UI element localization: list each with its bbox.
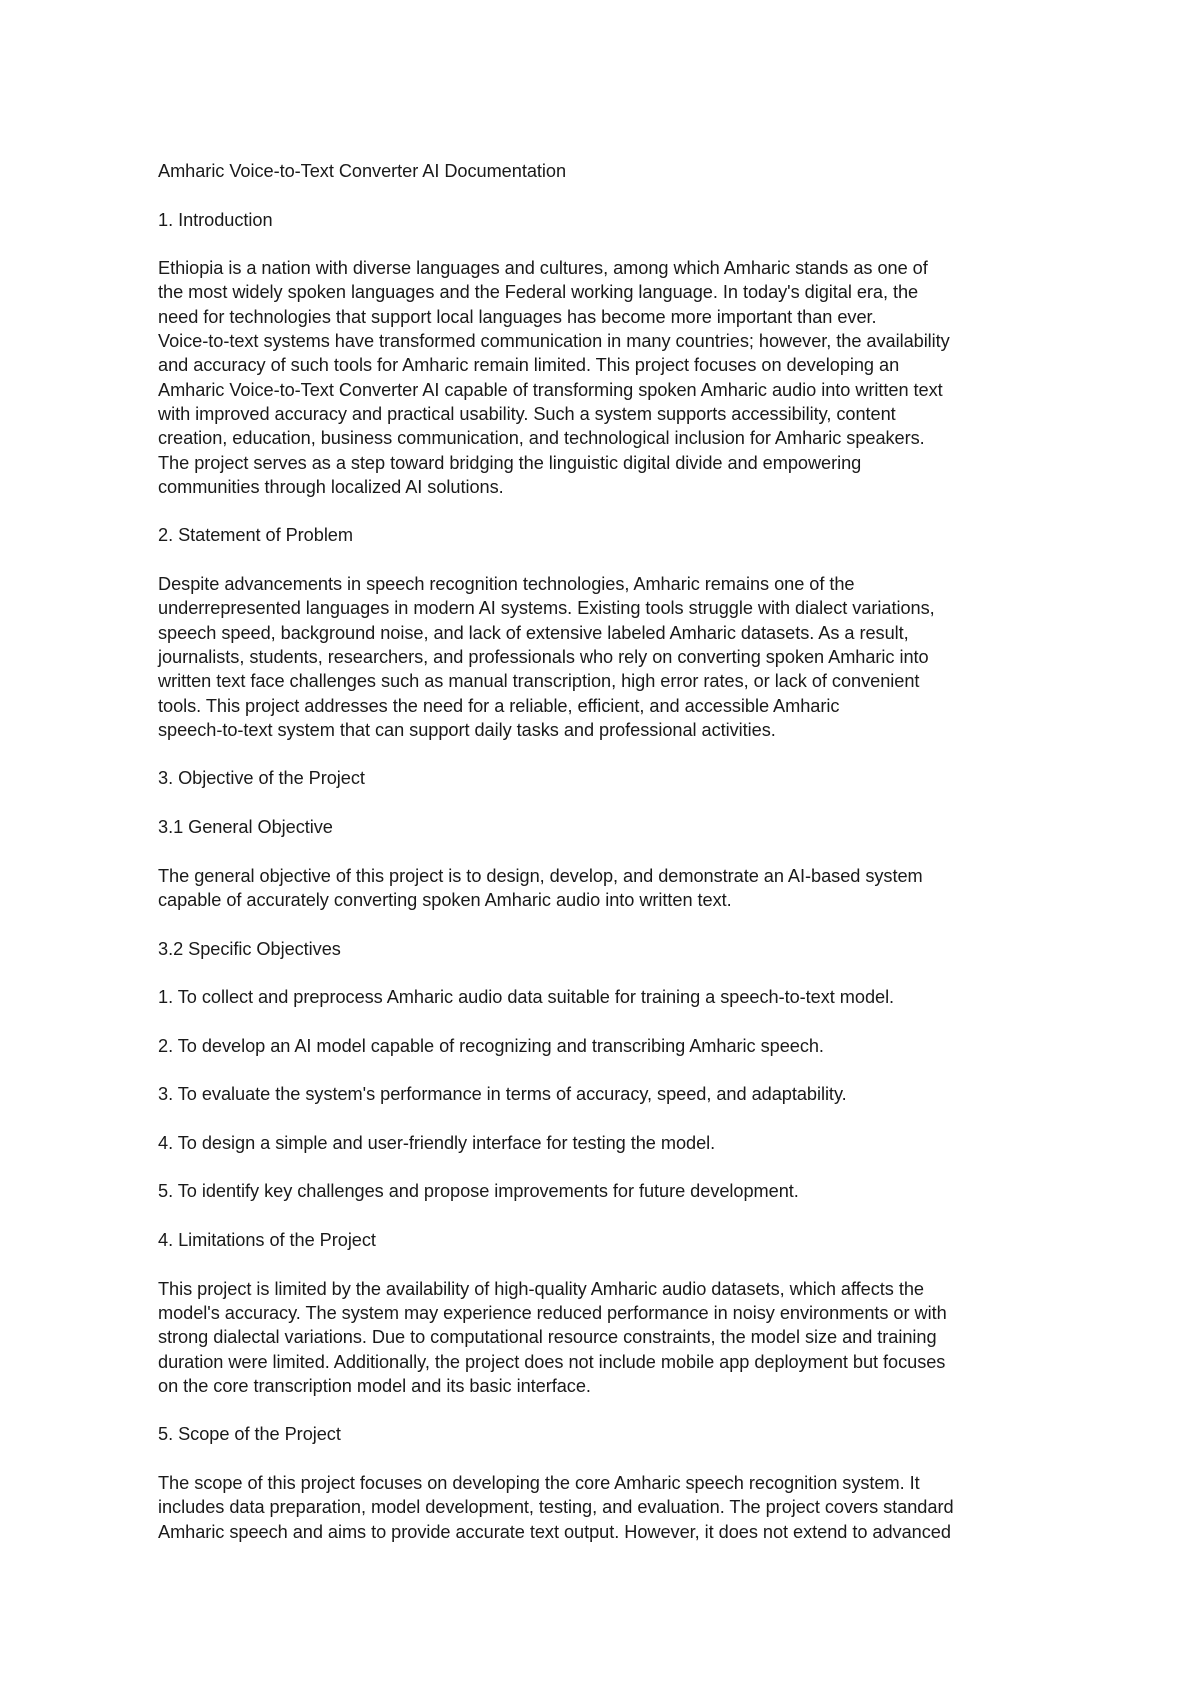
text-line: The scope of this project focuses on developing the core Amharic speech recognition system. It	[158, 1473, 920, 1494]
text-line: Despite advancements in speech recognition technologies, Amharic remains one of the	[158, 574, 855, 595]
specific-objective-item: 3. To evaluate the system's performance in terms of accuracy, speed, and adaptability.	[158, 1084, 847, 1105]
document-title: Amharic Voice-to-Text Converter AI Documentation	[158, 161, 567, 181]
text-line: underrepresented languages in modern AI systems. Existing tools struggle with dialect variations,	[158, 598, 935, 619]
text-line: Amharic Voice-to-Text Converter AI capable of transforming spoken Amharic audio into written text	[158, 379, 943, 400]
subsection-heading-general-objective: 3.1 General Objective	[158, 817, 333, 838]
problem-paragraph	[158, 572, 1058, 742]
section-heading-scope: 5. Scope of the Project	[158, 1424, 341, 1445]
specific-objective-item: 1. To collect and preprocess Amharic audio data suitable for training a speech-to-text model.	[158, 987, 895, 1008]
specific-objective-item: 4. To design a simple and user-friendly interface for testing the model.	[158, 1132, 716, 1153]
text-line: creation, education, business communication, and technological inclusion for Amharic speakers.	[158, 428, 925, 449]
scope-paragraph	[158, 1471, 1058, 1544]
text-line: the most widely spoken languages and the Federal working language. In today's digital era, the	[158, 282, 919, 303]
text-line: need for technologies that support local languages has become more important than ever.	[158, 306, 877, 327]
document-body	[158, 159, 1058, 1568]
text-line: Voice-to-text systems have transformed communication in many countries; however, the availability	[158, 331, 950, 352]
text-line: Ethiopia is a nation with diverse languages and cultures, among which Amharic stands as one of	[158, 258, 928, 279]
text-line: This project is limited by the availability of high-quality Amharic audio datasets, which affects the	[158, 1278, 924, 1299]
text-line: speech speed, background noise, and lack of extensive labeled Amharic datasets. As a result,	[158, 622, 909, 643]
specific-objective-item: 5. To identify key challenges and propose improvements for future development.	[158, 1181, 799, 1202]
section-heading-objective: 3. Objective of the Project	[158, 768, 365, 789]
text-line: strong dialectal variations. Due to computational resource constraints, the model size and training	[158, 1327, 937, 1348]
text-line: and accuracy of such tools for Amharic remain limited. This project focuses on developing an	[158, 355, 900, 376]
limitations-paragraph	[158, 1277, 1058, 1398]
text-line: capable of accurately converting spoken Amharic audio into written text.	[158, 889, 732, 910]
text-line: includes data preparation, model development, testing, and evaluation. The project covers standard	[158, 1497, 954, 1518]
section-heading-introduction: 1. Introduction	[158, 209, 273, 230]
text-line: journalists, students, researchers, and professionals who rely on converting spoken Amharic into	[158, 646, 929, 667]
text-line: on the core transcription model and its basic interface.	[158, 1375, 591, 1396]
text-line: The general objective of this project is to design, develop, and demonstrate an AI-based system	[158, 865, 923, 886]
text-line: model's accuracy. The system may experience reduced performance in noisy environments or with	[158, 1302, 947, 1323]
text-line: Amharic speech and aims to provide accurate text output. However, it does not extend to advanced	[158, 1521, 951, 1542]
text-line: tools. This project addresses the need for a reliable, efficient, and accessible Amharic	[158, 695, 840, 716]
text-line: The project serves as a step toward bridging the linguistic digital divide and empowering	[158, 452, 862, 473]
text-line: speech-to-text system that can support daily tasks and professional activities.	[158, 719, 776, 740]
text-line: with improved accuracy and practical usability. Such a system supports accessibility, content	[158, 403, 896, 424]
text-line: written text face challenges such as manual transcription, high error rates, or lack of convenient	[158, 671, 920, 692]
specific-objective-item: 2. To develop an AI model capable of recognizing and transcribing Amharic speech.	[158, 1035, 824, 1056]
introduction-paragraph	[158, 256, 1058, 499]
section-heading-limitations: 4. Limitations of the Project	[158, 1230, 376, 1251]
section-heading-problem: 2. Statement of Problem	[158, 525, 353, 546]
text-line: duration were limited. Additionally, the project does not include mobile app deployment but focuses	[158, 1351, 946, 1372]
general-objective-paragraph	[158, 864, 1058, 913]
subsection-heading-specific-objectives: 3.2 Specific Objectives	[158, 938, 341, 959]
text-line: communities through localized AI solutions.	[158, 476, 504, 497]
